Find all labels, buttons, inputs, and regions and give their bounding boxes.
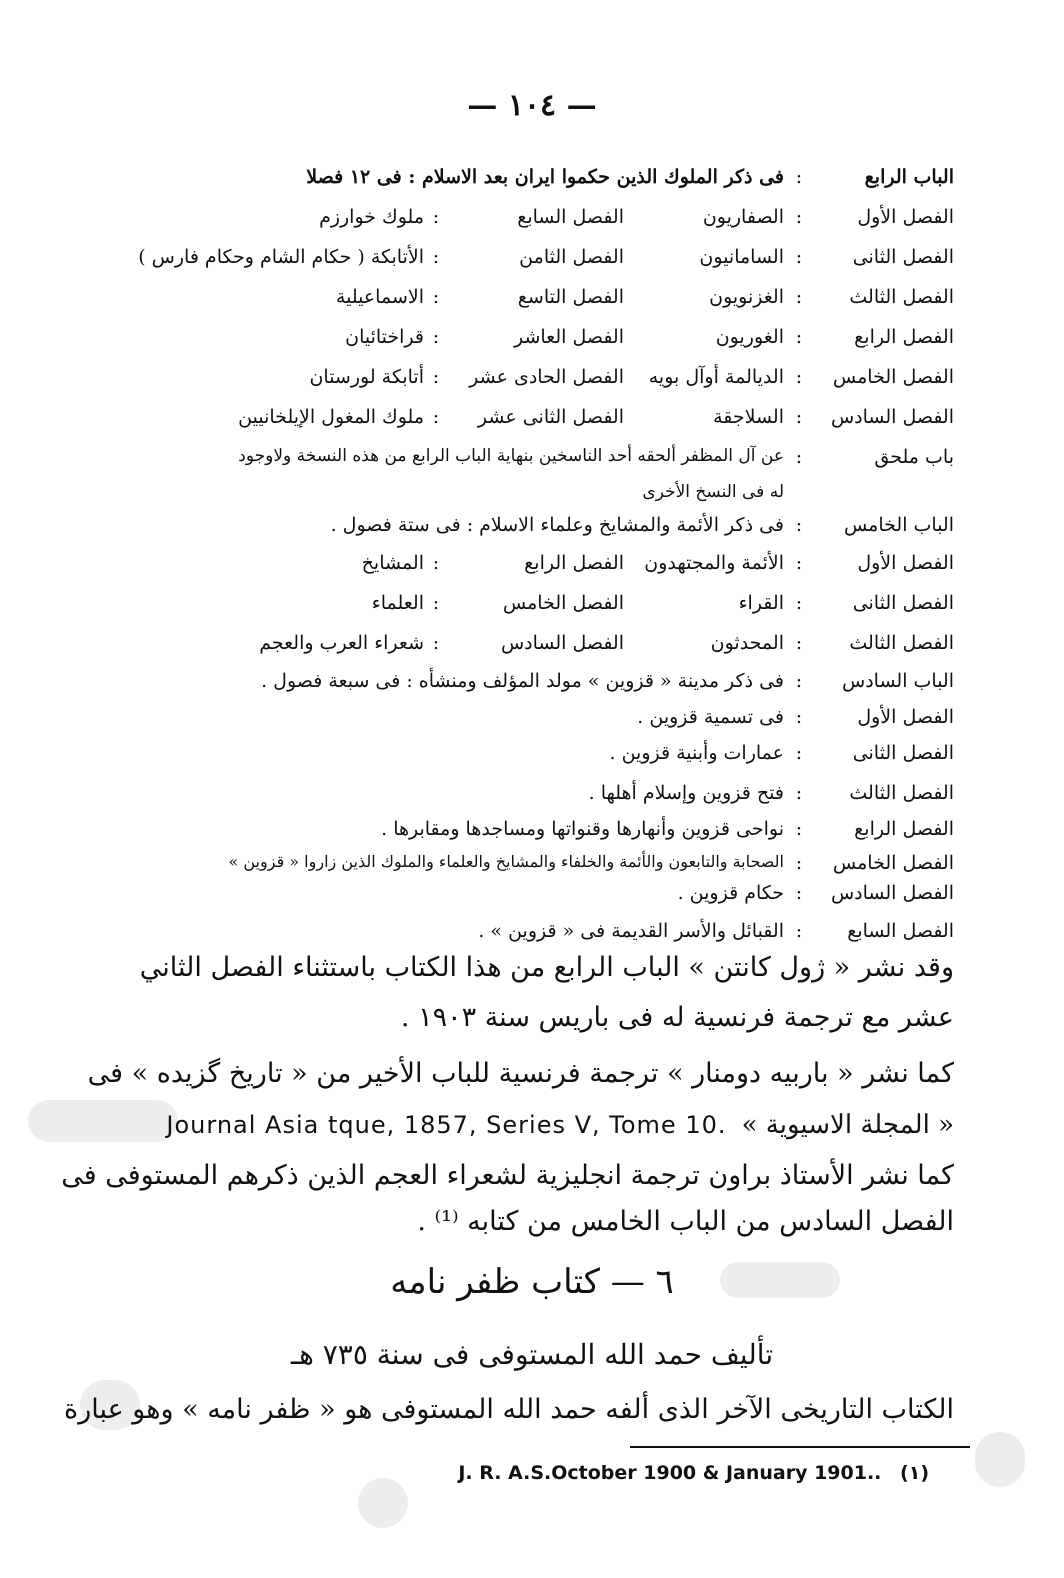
section-title: فى تسمية قزوين .	[637, 706, 784, 728]
section-title: المحدثون	[710, 632, 784, 654]
section-label: الفصل العاشر	[513, 326, 624, 348]
section-label: الفصل السادس	[830, 406, 954, 428]
section-label: الفصل السابع	[517, 206, 624, 228]
colon: :	[795, 782, 803, 804]
colon: :	[795, 882, 803, 904]
colon: :	[795, 706, 803, 728]
section-title: الديالمة أوآل بويه	[648, 366, 784, 388]
section-title: فتح قزوين وإسلام أهلها .	[588, 782, 784, 804]
section-title: الغزنويون	[709, 286, 784, 308]
section-label: الفصل الثالث	[849, 782, 954, 804]
colon: :	[795, 632, 803, 654]
colon: :	[795, 366, 803, 388]
section-label: الفصل الرابع	[854, 326, 954, 348]
colon: :	[432, 552, 440, 574]
section-label: الفصل الثانى	[852, 742, 954, 764]
colon: :	[795, 670, 803, 692]
chapter-label: الباب الرابع	[864, 166, 954, 188]
section-label: الفصل السادس	[500, 632, 624, 654]
footnote-divider	[630, 1446, 970, 1448]
section-title: عمارات وأبنية قزوين .	[609, 742, 784, 764]
section-label: الفصل الثامن	[519, 246, 624, 268]
colon: :	[432, 286, 440, 308]
section-title: شعراء العرب والعجم	[259, 632, 424, 654]
body-line: الفصل السادس من الباب الخامس من كتابه ⁽¹⁾ .	[417, 1206, 954, 1237]
chapter-title: فى ذكر الأئمة والمشايخ وعلماء الاسلام : فى ستة فصول .	[330, 514, 784, 536]
section-label: الفصل الرابع	[524, 552, 624, 574]
section-title: الصحابة والتابعون والأئمة والخلفاء والمشايخ والعلماء والملوك الذين زاروا « قزوين »	[228, 852, 784, 871]
section-label: الفصل الخامس	[502, 592, 624, 614]
section-label: الفصل الثانى	[852, 246, 954, 268]
colon: :	[795, 206, 803, 228]
body-line: الكتاب التاريخى الآخر الذى ألفه حمد الله المستوفى هو « ظفر نامه » وهو عبارة	[64, 1394, 954, 1425]
colon: :	[432, 632, 440, 654]
section-title: السلاجقة	[713, 406, 784, 428]
section-title: قراختائيان	[345, 326, 424, 348]
scan-smudge	[975, 1432, 1025, 1487]
colon: :	[432, 592, 440, 614]
journal-arabic: « المجلة الاسيوية »	[741, 1110, 954, 1140]
section-heading: ٦ — كتاب ظفر نامه	[390, 1262, 674, 1302]
body-line: كما نشر « باربيه دومنار » ترجمة فرنسية للباب الأخير من « تاريخ گزيده » فى	[87, 1058, 954, 1089]
scan-smudge	[28, 1100, 178, 1142]
journal-latin: Journal Asia tque, 1857, Series V, Tome 10.	[166, 1111, 727, 1139]
footnote-text: J. R. A.S.October 1900 & January 1901..	[458, 1462, 882, 1484]
colon: :	[432, 366, 440, 388]
appendix-label: باب ملحق	[874, 446, 954, 468]
colon: :	[795, 552, 803, 574]
appendix-text: له فى النسخ الأخرى	[642, 482, 784, 502]
section-title: الأتابكة ( حكام الشام وحكام فارس )	[138, 246, 424, 268]
section-title: نواحى قزوين وأنهارها وقنواتها ومساجدها ومقابرها .	[381, 818, 784, 840]
colon: :	[795, 818, 803, 840]
colon: :	[795, 852, 803, 874]
section-label: الفصل السادس	[830, 882, 954, 904]
colon: :	[795, 514, 803, 536]
section-label: الفصل الأول	[857, 706, 954, 728]
section-label: الفصل السابع	[847, 920, 954, 942]
section-title: القبائل والأسر القديمة فى « قزوين » .	[478, 920, 784, 942]
chapter-label: الباب السادس	[842, 670, 954, 692]
colon: :	[795, 326, 803, 348]
section-subheading: تأليف حمد الله المستوفى فى سنة ٧٣٥ هـ	[290, 1338, 774, 1371]
section-title: الأئمة والمجتهدون	[644, 552, 784, 574]
section-title: الصفاريون	[702, 206, 784, 228]
section-label: الفصل الخامس	[832, 366, 954, 388]
chapter-title: فى ذكر مدينة « قزوين » مولد المؤلف ومنشأه : فى سبعة فصول .	[261, 670, 784, 692]
section-title: أتابكة لورستان	[309, 366, 424, 388]
colon: :	[432, 246, 440, 268]
section-label: الفصل التاسع	[517, 286, 624, 308]
body-line: وقد نشر « ژول كانتن » الباب الرابع من هذا الكتاب باستثناء الفصل الثاني	[139, 952, 954, 983]
section-title: ملوك خوارزم	[319, 206, 424, 228]
colon: :	[795, 286, 803, 308]
colon: :	[432, 326, 440, 348]
colon: :	[432, 206, 440, 228]
section-title: القراء	[738, 592, 784, 614]
section-title: السامانيون	[699, 246, 784, 268]
section-title: العلماء	[371, 592, 424, 614]
section-title: ملوك المغول الإيلخانيين	[238, 406, 424, 428]
section-label: الفصل الثالث	[849, 632, 954, 654]
colon: :	[795, 920, 803, 942]
colon: :	[795, 406, 803, 428]
colon: :	[795, 246, 803, 268]
section-label: الفصل الثانى عشر	[477, 406, 624, 428]
chapter-label: الباب الخامس	[843, 514, 954, 536]
colon: :	[432, 406, 440, 428]
page-number: — ١٠٤ —	[467, 88, 597, 123]
body-line: كما نشر الأستاذ براون ترجمة انجليزية لشعراء العجم الذين ذكرهم المستوفى فى	[61, 1160, 954, 1191]
section-label: الفصل الأول	[857, 206, 954, 228]
appendix-text: عن آل المظفر ألحقه أحد الناسخين بنهاية الباب الرابع من هذه النسخة ولاوجود	[238, 446, 784, 466]
section-label: الفصل الرابع	[854, 818, 954, 840]
section-label: الفصل الحادى عشر	[469, 366, 624, 388]
body-line-mixed	[166, 1110, 954, 1140]
section-title: حكام قزوين .	[677, 882, 784, 904]
scan-smudge	[358, 1478, 408, 1528]
section-label: الفصل الأول	[857, 552, 954, 574]
footnote	[458, 1462, 929, 1484]
section-title: الاسماعيلية	[335, 286, 424, 308]
footnote-marker: (١)	[900, 1462, 929, 1484]
section-label: الفصل الخامس	[832, 852, 954, 874]
section-title: الغوريون	[715, 326, 784, 348]
body-line: عشر مع ترجمة فرنسية له فى باريس سنة ١٩٠٣ .	[400, 1002, 954, 1033]
section-label: الفصل الثالث	[849, 286, 954, 308]
section-title: المشايخ	[361, 552, 424, 574]
colon: :	[795, 446, 803, 468]
colon: :	[795, 166, 803, 188]
colon: :	[795, 592, 803, 614]
section-label: الفصل الثانى	[852, 592, 954, 614]
chapter-title: فى ذكر الملوك الذين حكموا ايران بعد الاسلام : فى ١٢ فصلا	[306, 166, 784, 188]
colon: :	[795, 742, 803, 764]
